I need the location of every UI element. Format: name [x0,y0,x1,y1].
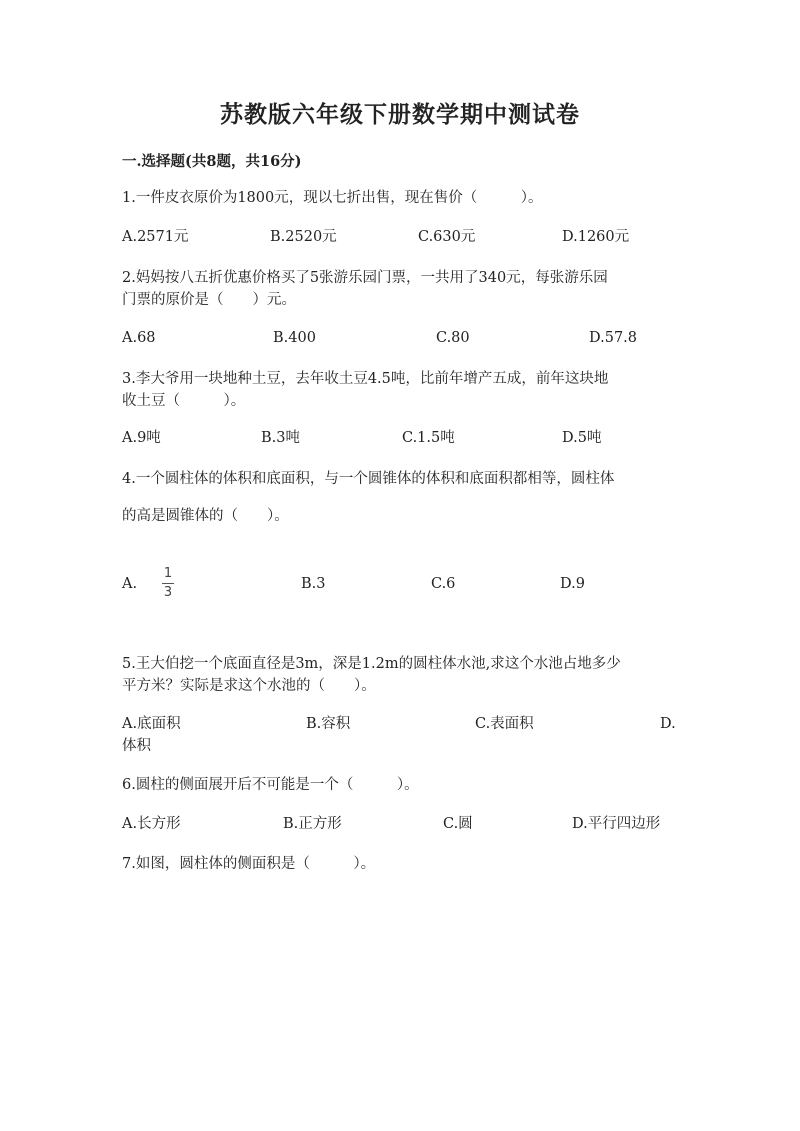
question-1-option-d: D.1260元 [562,229,630,245]
question-4-text-line1: 4.一个圆柱体的体积和底面积，与一个圆锥体的体积和底面积都相等，圆柱体 [122,471,615,487]
question-6-text: 6.圆柱的侧面展开后不可能是一个（ ）。 [122,777,419,793]
question-5-option-d: D. [660,716,676,732]
question-3-text-line1: 3.李大爷用一块地种土豆，去年收土豆4.5吨，比前年增产五成，前年这块地 [122,371,609,387]
question-2-option-b: B.400 [273,330,316,346]
question-2-option-a: A.68 [122,330,156,346]
question-5-text-line1: 5.王大伯挖一个底面直径是3m，深是1.2m的圆柱体水池,求这个水池占地多少 [122,656,621,672]
question-3-option-b: B.3吨 [261,430,300,446]
question-4-text-line2: 的高是圆锥体的（ ）。 [122,508,289,524]
question-2-text-line1: 2.妈妈按八五折优惠价格买了5张游乐园门票，一共用了340元，每张游乐园 [122,270,608,286]
question-3-option-c: C.1.5吨 [402,430,455,446]
question-3-option-d: D.5吨 [562,430,602,446]
question-1-option-b: B.2520元 [270,229,337,245]
question-6-option-d: D.平行四边形 [572,816,661,832]
question-5-option-c: C.表面积 [475,716,534,732]
question-1-option-c: C.630元 [418,229,476,245]
question-5-option-b: B.容积 [306,716,351,732]
question-1-text: 1.一件皮衣原价为1800元，现以七折出售，现在售价（ ）。 [122,190,543,206]
question-5-option-a: A.底面积 [122,716,181,732]
question-6-option-c: C.圆 [443,816,473,832]
question-7-text: 7.如图，圆柱体的侧面积是（ ）。 [122,856,376,872]
fraction-numerator: 1 [163,566,173,581]
question-2-option-c: C.80 [436,330,470,346]
question-2-option-d: D.57.8 [589,330,638,346]
question-5-option-d-wrap: 体积 [122,738,151,754]
page-title: 苏教版六年级下册数学期中测试卷 [220,101,580,128]
section-heading: 一.选择题(共8题，共16分) [122,153,302,170]
question-3-text-line2: 收土豆（ ）。 [122,393,246,409]
question-6-option-a: A.长方形 [122,816,181,832]
question-4-option-b: B.3 [301,576,326,592]
question-4-option-a-label: A. [122,576,138,592]
question-3-option-a: A.9吨 [122,430,161,446]
question-2-text-line2: 门票的原价是（ ）元。 [122,292,296,308]
fraction-bar [162,583,174,584]
question-1-option-a: A.2571元 [122,229,189,245]
fraction-denominator: 3 [163,585,173,600]
question-4-option-d: D.9 [560,576,585,592]
question-5-text-line2: 平方米？实际是求这个水池的（ ）。 [122,678,376,694]
question-6-option-b: B.正方形 [283,816,342,832]
question-4-option-c: C.6 [431,576,456,592]
